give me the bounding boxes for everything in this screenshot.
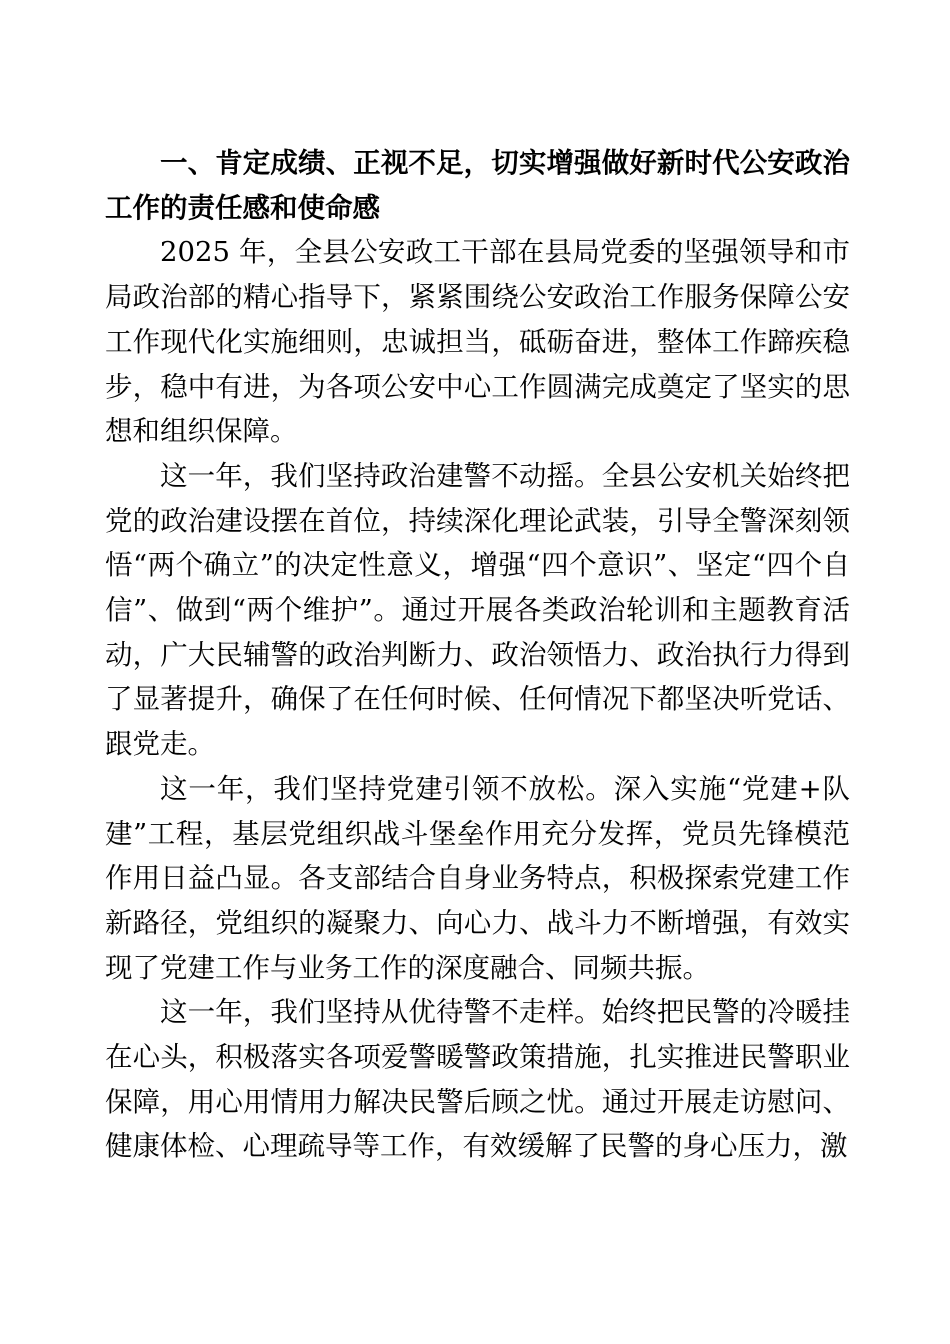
paragraph-overview: 2025 年，全县公安政工干部在县局党委的坚强领导和市局政治部的精心指导下，紧紧围绕公安政治工作服务保障公安工作现代化实施细则，忠诚担当，砥砺奋进，整体工作蹄疾稳步，稳中有进，为各项公安中心工作圆满完成奠定了坚实的思想和组织保障。 [105, 236, 850, 448]
paragraph-political-policing: 这一年，我们坚持政治建警不动摇。全县公安机关始终把党的政治建设摆在首位，持续深化理论武装，引导全警深刻领悟“两个确立”的决定性意义，增强“四个意识”、坚定“四个自信”、做到“两个维护”。通过开展各类政治轮训和主题教育活动，广大民辅警的政治判断力、政治领悟力、政治执行力得到了显著提升，确保了在任何时候、任何情况下都坚决听党话、跟党走。 [105, 459, 850, 761]
section-heading: 一、肯定成绩、正视不足，切实增强做好新时代公安政治工作的责任感和使命感 [105, 147, 850, 223]
paragraph-officer-welfare: 这一年，我们坚持从优待警不走样。始终把民警的冷暖挂在心头，积极落实各项爱警暖警政策措施，扎实推进民警职业保障，用心用情用力解决民警后顾之忧。通过开展走访慰问、健康体检、心理疏导等工作，有效缓解了民警的身心压力，激 [105, 996, 850, 1163]
paragraph-party-building: 这一年，我们坚持党建引领不放松。深入实施“党建+队建”工程，基层党组织战斗堡垒作用充分发挥，党员先锋模范作用日益凸显。各支部结合自身业务特点，积极探索党建工作新路径，党组织的凝聚力、向心力、战斗力不断增强，有效实现了党建工作与业务工作的深度融合、同频共振。 [105, 772, 850, 984]
